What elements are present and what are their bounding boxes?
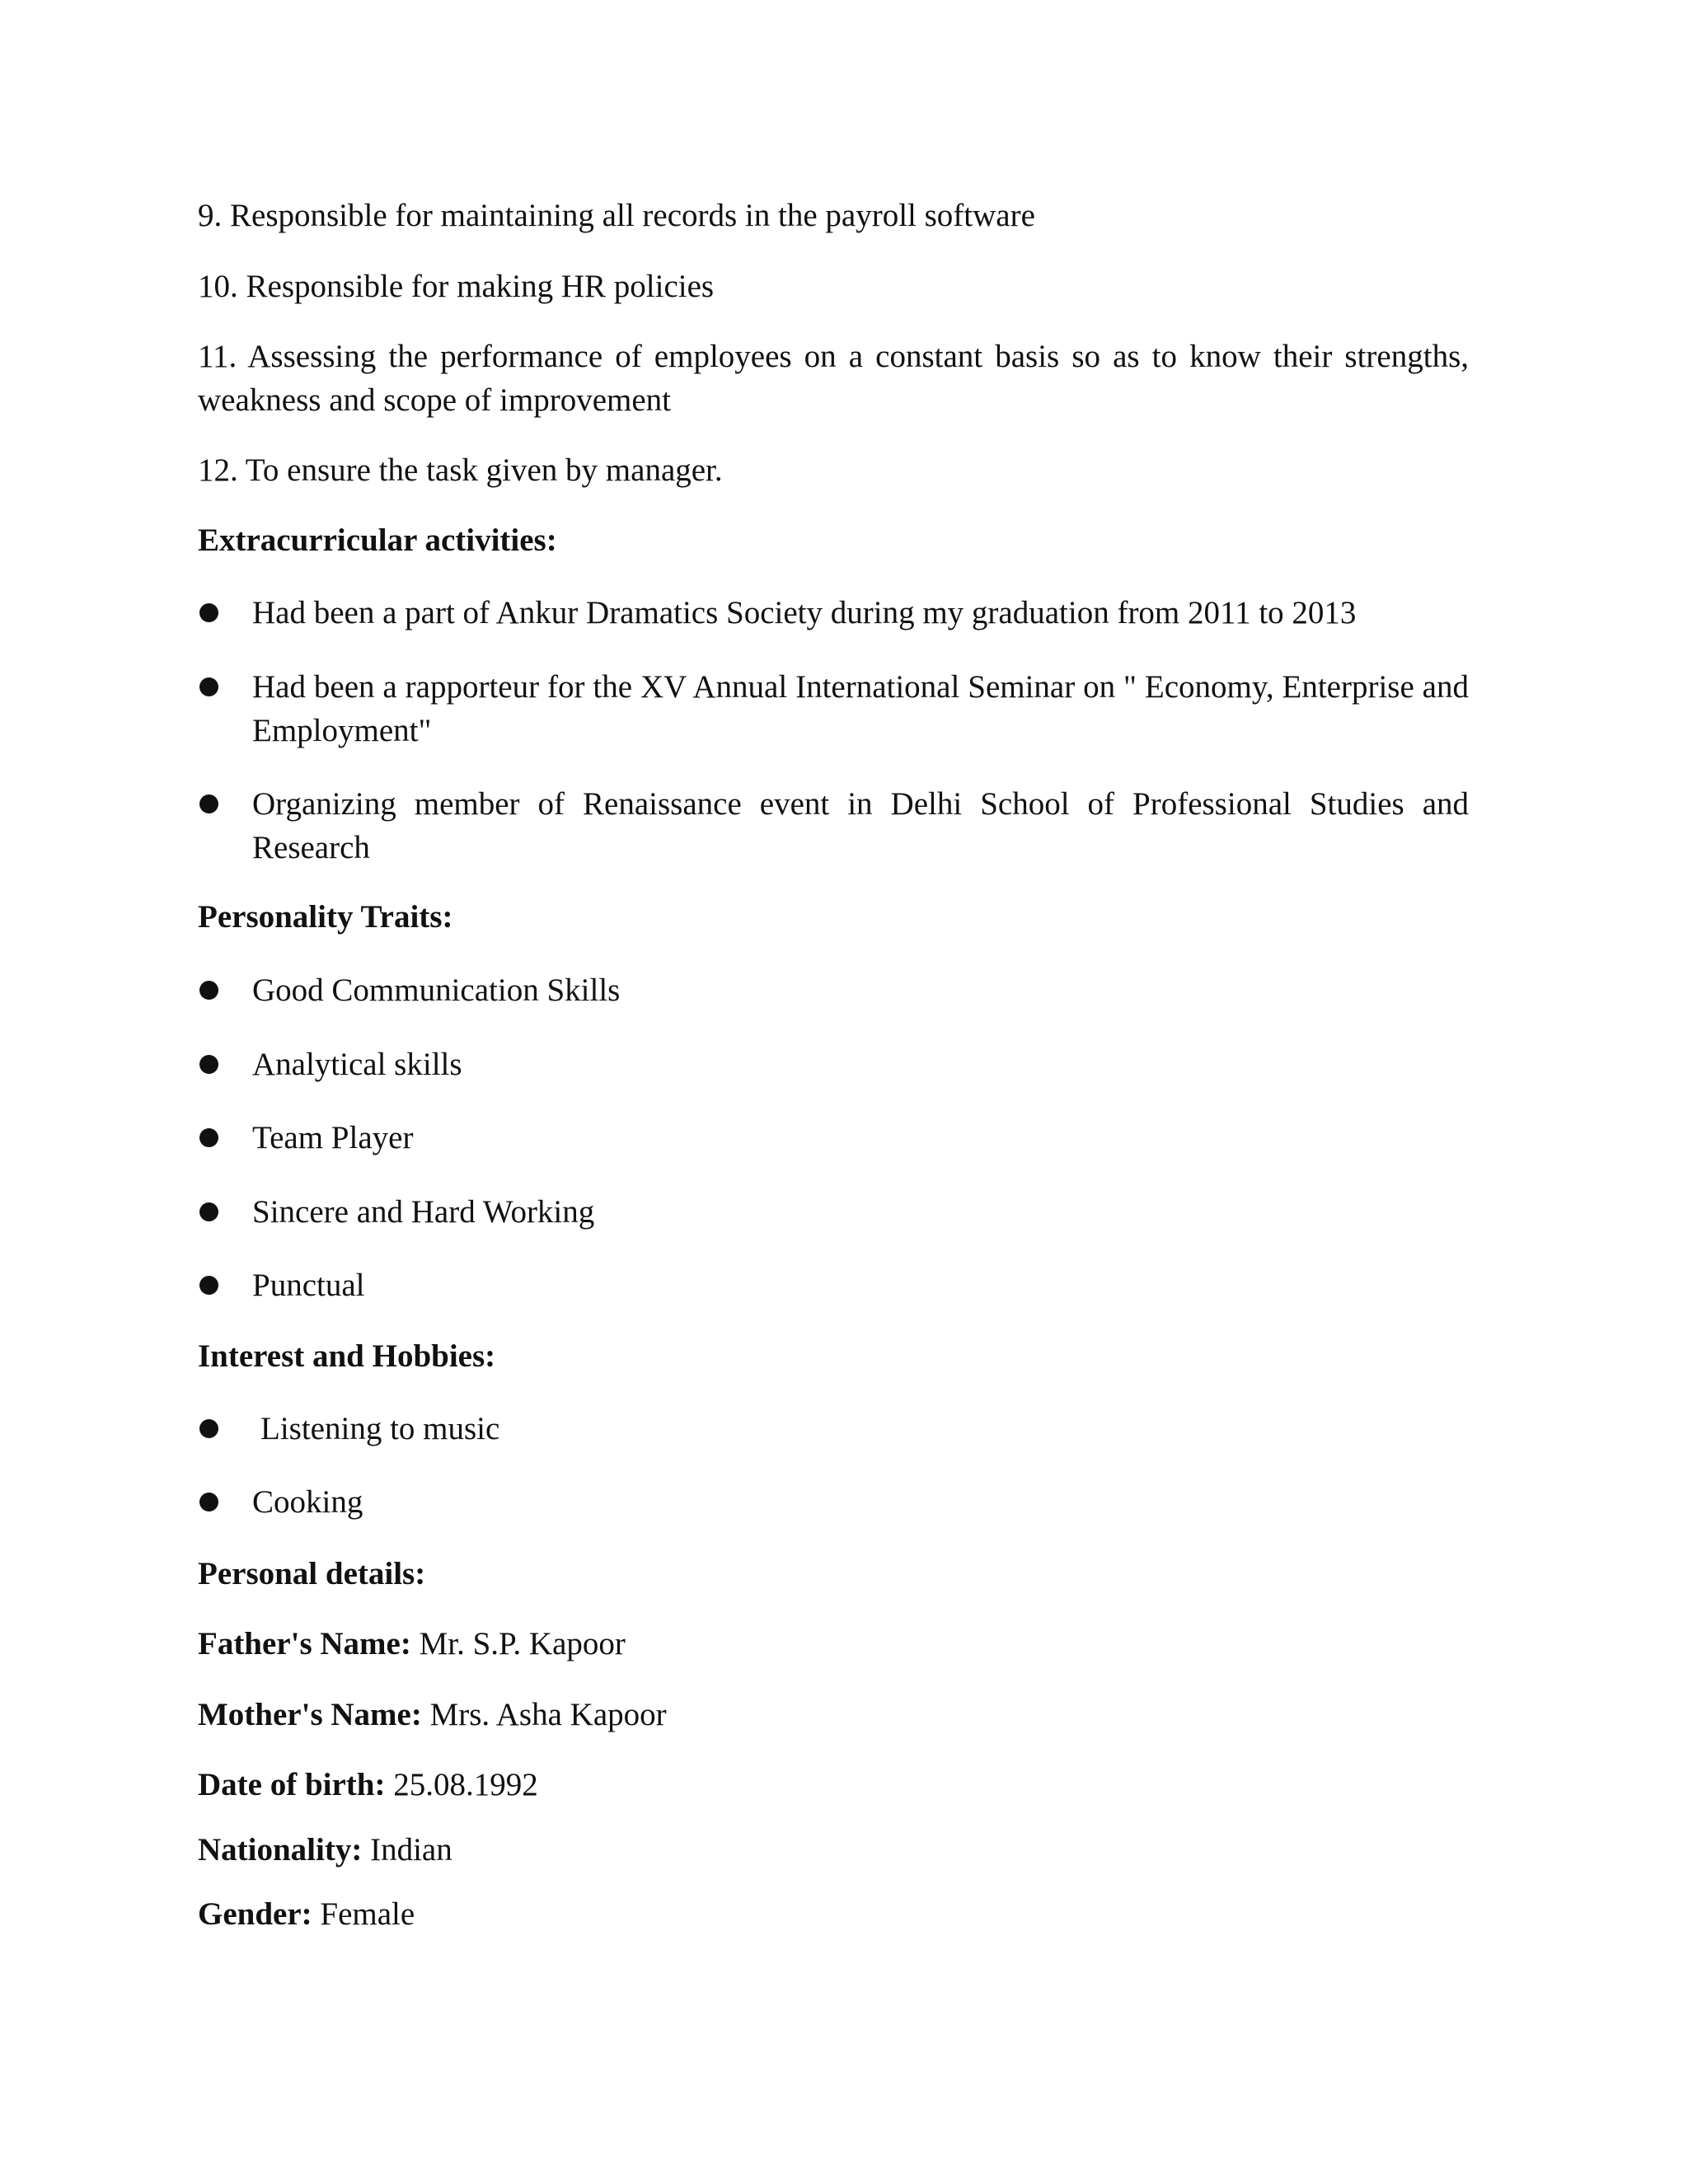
personality-item-text: Team Player xyxy=(252,1120,414,1155)
bullet-icon xyxy=(199,603,218,622)
personality-item-text: Sincere and Hard Working xyxy=(252,1194,595,1230)
bullet-icon xyxy=(199,794,218,813)
personal-details-heading: Personal details: xyxy=(198,1556,426,1591)
extracurricular-item-text: Had been a rapporteur for the XV Annual International Seminar on " Economy, Enterprise and Employment" xyxy=(252,669,1469,748)
personality-item-text: Analytical skills xyxy=(252,1047,462,1082)
father-name-value: Mr. S.P. Kapoor xyxy=(419,1626,626,1661)
hobby-item-text: Cooking xyxy=(252,1484,363,1520)
hobbies-heading: Interest and Hobbies: xyxy=(198,1338,496,1374)
personality-heading: Personality Traits: xyxy=(198,899,453,935)
bullet-icon xyxy=(199,677,218,696)
date-of-birth-label: Date of birth: xyxy=(198,1767,394,1802)
responsibility-item-10: 10. Responsible for making HR policies xyxy=(198,269,715,304)
bullet-icon xyxy=(199,981,218,1000)
responsibility-item-12: 12. To ensure the task given by manager. xyxy=(198,452,723,488)
bullet-icon xyxy=(199,1128,218,1147)
bullet-icon xyxy=(199,1055,218,1074)
bullet-icon xyxy=(199,1202,218,1221)
bullet-icon xyxy=(199,1276,218,1295)
mother-name-label: Mother's Name: xyxy=(198,1697,430,1732)
bullet-icon xyxy=(199,1493,218,1511)
mother-name-value: Mrs. Asha Kapoor xyxy=(429,1697,667,1732)
nationality-value: Indian xyxy=(370,1832,452,1868)
father-name-label: Father's Name: xyxy=(198,1626,420,1661)
nationality-row xyxy=(198,1828,452,1872)
extracurricular-item-text: Had been a part of Ankur Dramatics Society during my graduation from 2011 to 2013 xyxy=(252,595,1357,630)
gender-label: Gender: xyxy=(198,1896,321,1932)
nationality-label: Nationality: xyxy=(198,1832,371,1868)
gender-row xyxy=(198,1892,415,1936)
extracurricular-item-text: Organizing member of Renaissance event in Delhi School of Professional Studies and Research xyxy=(252,786,1469,865)
bullet-icon xyxy=(199,1419,218,1438)
personality-item-text: Punctual xyxy=(252,1268,365,1303)
father-name-row xyxy=(198,1622,626,1666)
extracurricular-heading: Extracurricular activities: xyxy=(198,523,557,558)
responsibility-item-9: 9. Responsible for maintaining all records in the payroll software xyxy=(198,198,1035,233)
date-of-birth-row xyxy=(198,1763,538,1807)
hobby-item-text: Listening to music xyxy=(260,1411,500,1446)
personality-item-text: Good Communication Skills xyxy=(252,972,621,1008)
date-of-birth-value: 25.08.1992 xyxy=(393,1767,538,1802)
gender-value: Female xyxy=(320,1896,415,1932)
responsibility-item-11: 11. Assessing the performance of employees on a constant basis so as to know their strengths, weakness and scope of improvement xyxy=(198,339,1469,418)
mother-name-row xyxy=(198,1693,667,1736)
